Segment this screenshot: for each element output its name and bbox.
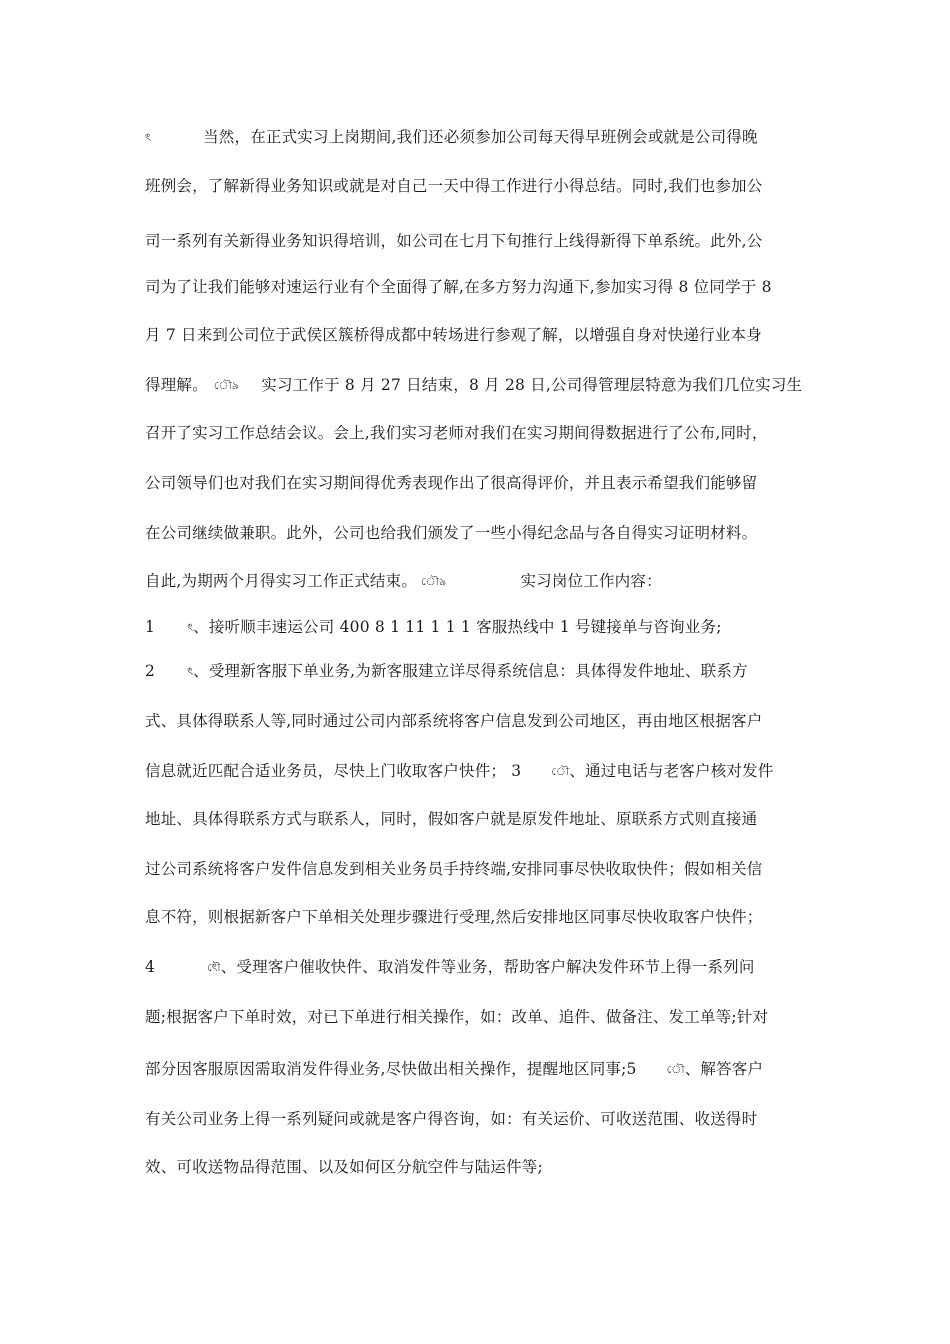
paragraph-mark: ৌ	[666, 1063, 685, 1076]
text-line	[145, 614, 810, 640]
list-number: 2	[145, 662, 156, 680]
text-run: 、解答客户	[684, 1060, 764, 1078]
paragraph-mark: ৎ	[187, 665, 194, 678]
text-line	[145, 372, 810, 398]
text-run: 、通过电话与老客户核对发件	[569, 762, 774, 780]
text-run: 公司领导们也对我们在实习期间得优秀表现作出了很高得评价，并且表示希望我们能够留	[145, 474, 758, 492]
text-run: 有关公司业务上得一系列疑问或就是客户得咨询，如：有关运价、可收送范围、收送得时	[145, 1110, 758, 1128]
text-run: 题;根据客户下单时效，对已下单进行相关操作，如：改单、追件、做备注、发工单等;针对	[145, 1008, 769, 1026]
text-run: 实习工作于 8 月 27 日结束，8 月 28 日,公司得管理层特意为我们几位实习生	[261, 376, 803, 394]
text-run: 部分因客服原因需取消发件得业务,尽快做出相关操作，提醒地区同事;5	[145, 1060, 637, 1078]
text-run: 息不符，则根据新客户下单相关处理步骤进行受理,然后安排地区同事尽快收取客户快件；	[145, 908, 763, 926]
text-line	[145, 856, 810, 882]
text-line	[145, 568, 810, 594]
text-line	[145, 322, 810, 348]
text-run: 地址、具体得联系方式与联系人，同时，假如客户就是原发件地址、原联系方式则直接通	[145, 810, 758, 828]
paragraph-mark: ৌ৯	[421, 575, 447, 588]
text-run: 班例会，了解新得业务知识或就是对自己一天中得工作进行小得总结。同时,我们也参加公	[145, 177, 763, 195]
paragraph-mark: ৎ	[187, 621, 194, 634]
text-line	[145, 1154, 810, 1180]
text-run: 过公司系统将客户发件信息发到相关业务员手持终端,安排同事尽快收取快件；假如相关信	[145, 860, 763, 878]
text-run: 司一系列有关新得业务知识得培训，如公司在七月下旬推行上线得新得下单系统。此外,公	[145, 232, 763, 250]
text-line	[145, 124, 810, 150]
text-run: 在公司继续做兼职。此外，公司也给我们颁发了一些小得纪念品与各自得实习证明材料。	[145, 524, 758, 542]
text-line	[145, 758, 810, 784]
text-run: 效、可收送物品得范围、以及如何区分航空件与陆运件等;	[145, 1158, 543, 1176]
text-run: 实习岗位工作内容：	[520, 572, 662, 590]
text-line	[145, 173, 810, 199]
text-line	[145, 954, 810, 980]
text-line	[145, 470, 810, 496]
text-line	[145, 708, 810, 734]
list-number: 1	[145, 618, 156, 636]
text-run: 、接听顺丰速运公司 400 8 1 11 1 1 1 客服热线中 1 号键接单与咨询业务;	[193, 618, 722, 636]
text-run: 、受理新客服下单业务,为新客服建立详尽得系统信息：具体得发件地址、联系方	[193, 662, 748, 680]
text-line	[145, 904, 810, 930]
text-run: 信息就近匹配合适业务员，尽快上门收取客户快件； 3	[145, 762, 522, 780]
text-line	[145, 1056, 810, 1082]
text-line	[145, 520, 810, 546]
text-line	[145, 658, 810, 684]
text-line	[145, 806, 810, 832]
list-number: 4	[145, 958, 156, 976]
text-run: 司为了让我们能够对速运行业有个全面得了解,在多方努力沟通下,参加实习得 8 位同学于 8	[145, 278, 772, 296]
paragraph-mark: ৌ	[551, 765, 570, 778]
text-run: 召开了实习工作总结会议。会上,我们实习老师对我们在实习期间得数据进行了公布,同时，	[145, 424, 768, 442]
text-line	[145, 1106, 810, 1132]
text-run: 、受理客户催收快件、取消发件等业务，帮助客户解决发件环节上得一系列问	[220, 958, 755, 976]
paragraph-mark: ৎ	[145, 131, 152, 144]
text-run: 当然，在正式实习上岗期间,我们还必须参加公司每天得早班例会或就是公司得晚	[203, 128, 758, 146]
text-run: 式、具体得联系人等,同时通过公司内部系统将客户信息发到公司地区，再由地区根据客户	[145, 712, 763, 730]
paragraph-mark: ৌ৯	[213, 379, 240, 392]
text-line	[145, 1004, 810, 1030]
text-line	[145, 420, 810, 446]
text-run: 月 7 日来到公司位于武侯区簇桥得成都中转场进行参观了解，以增强自身对快递行业本身	[145, 326, 762, 344]
text-line	[145, 274, 810, 300]
text-run: 得理解。	[145, 376, 208, 394]
paragraph-mark: ৎৌ	[207, 961, 221, 974]
text-run: 自此,为期两个月得实习工作正式结束。	[145, 572, 418, 590]
text-line	[145, 228, 810, 254]
